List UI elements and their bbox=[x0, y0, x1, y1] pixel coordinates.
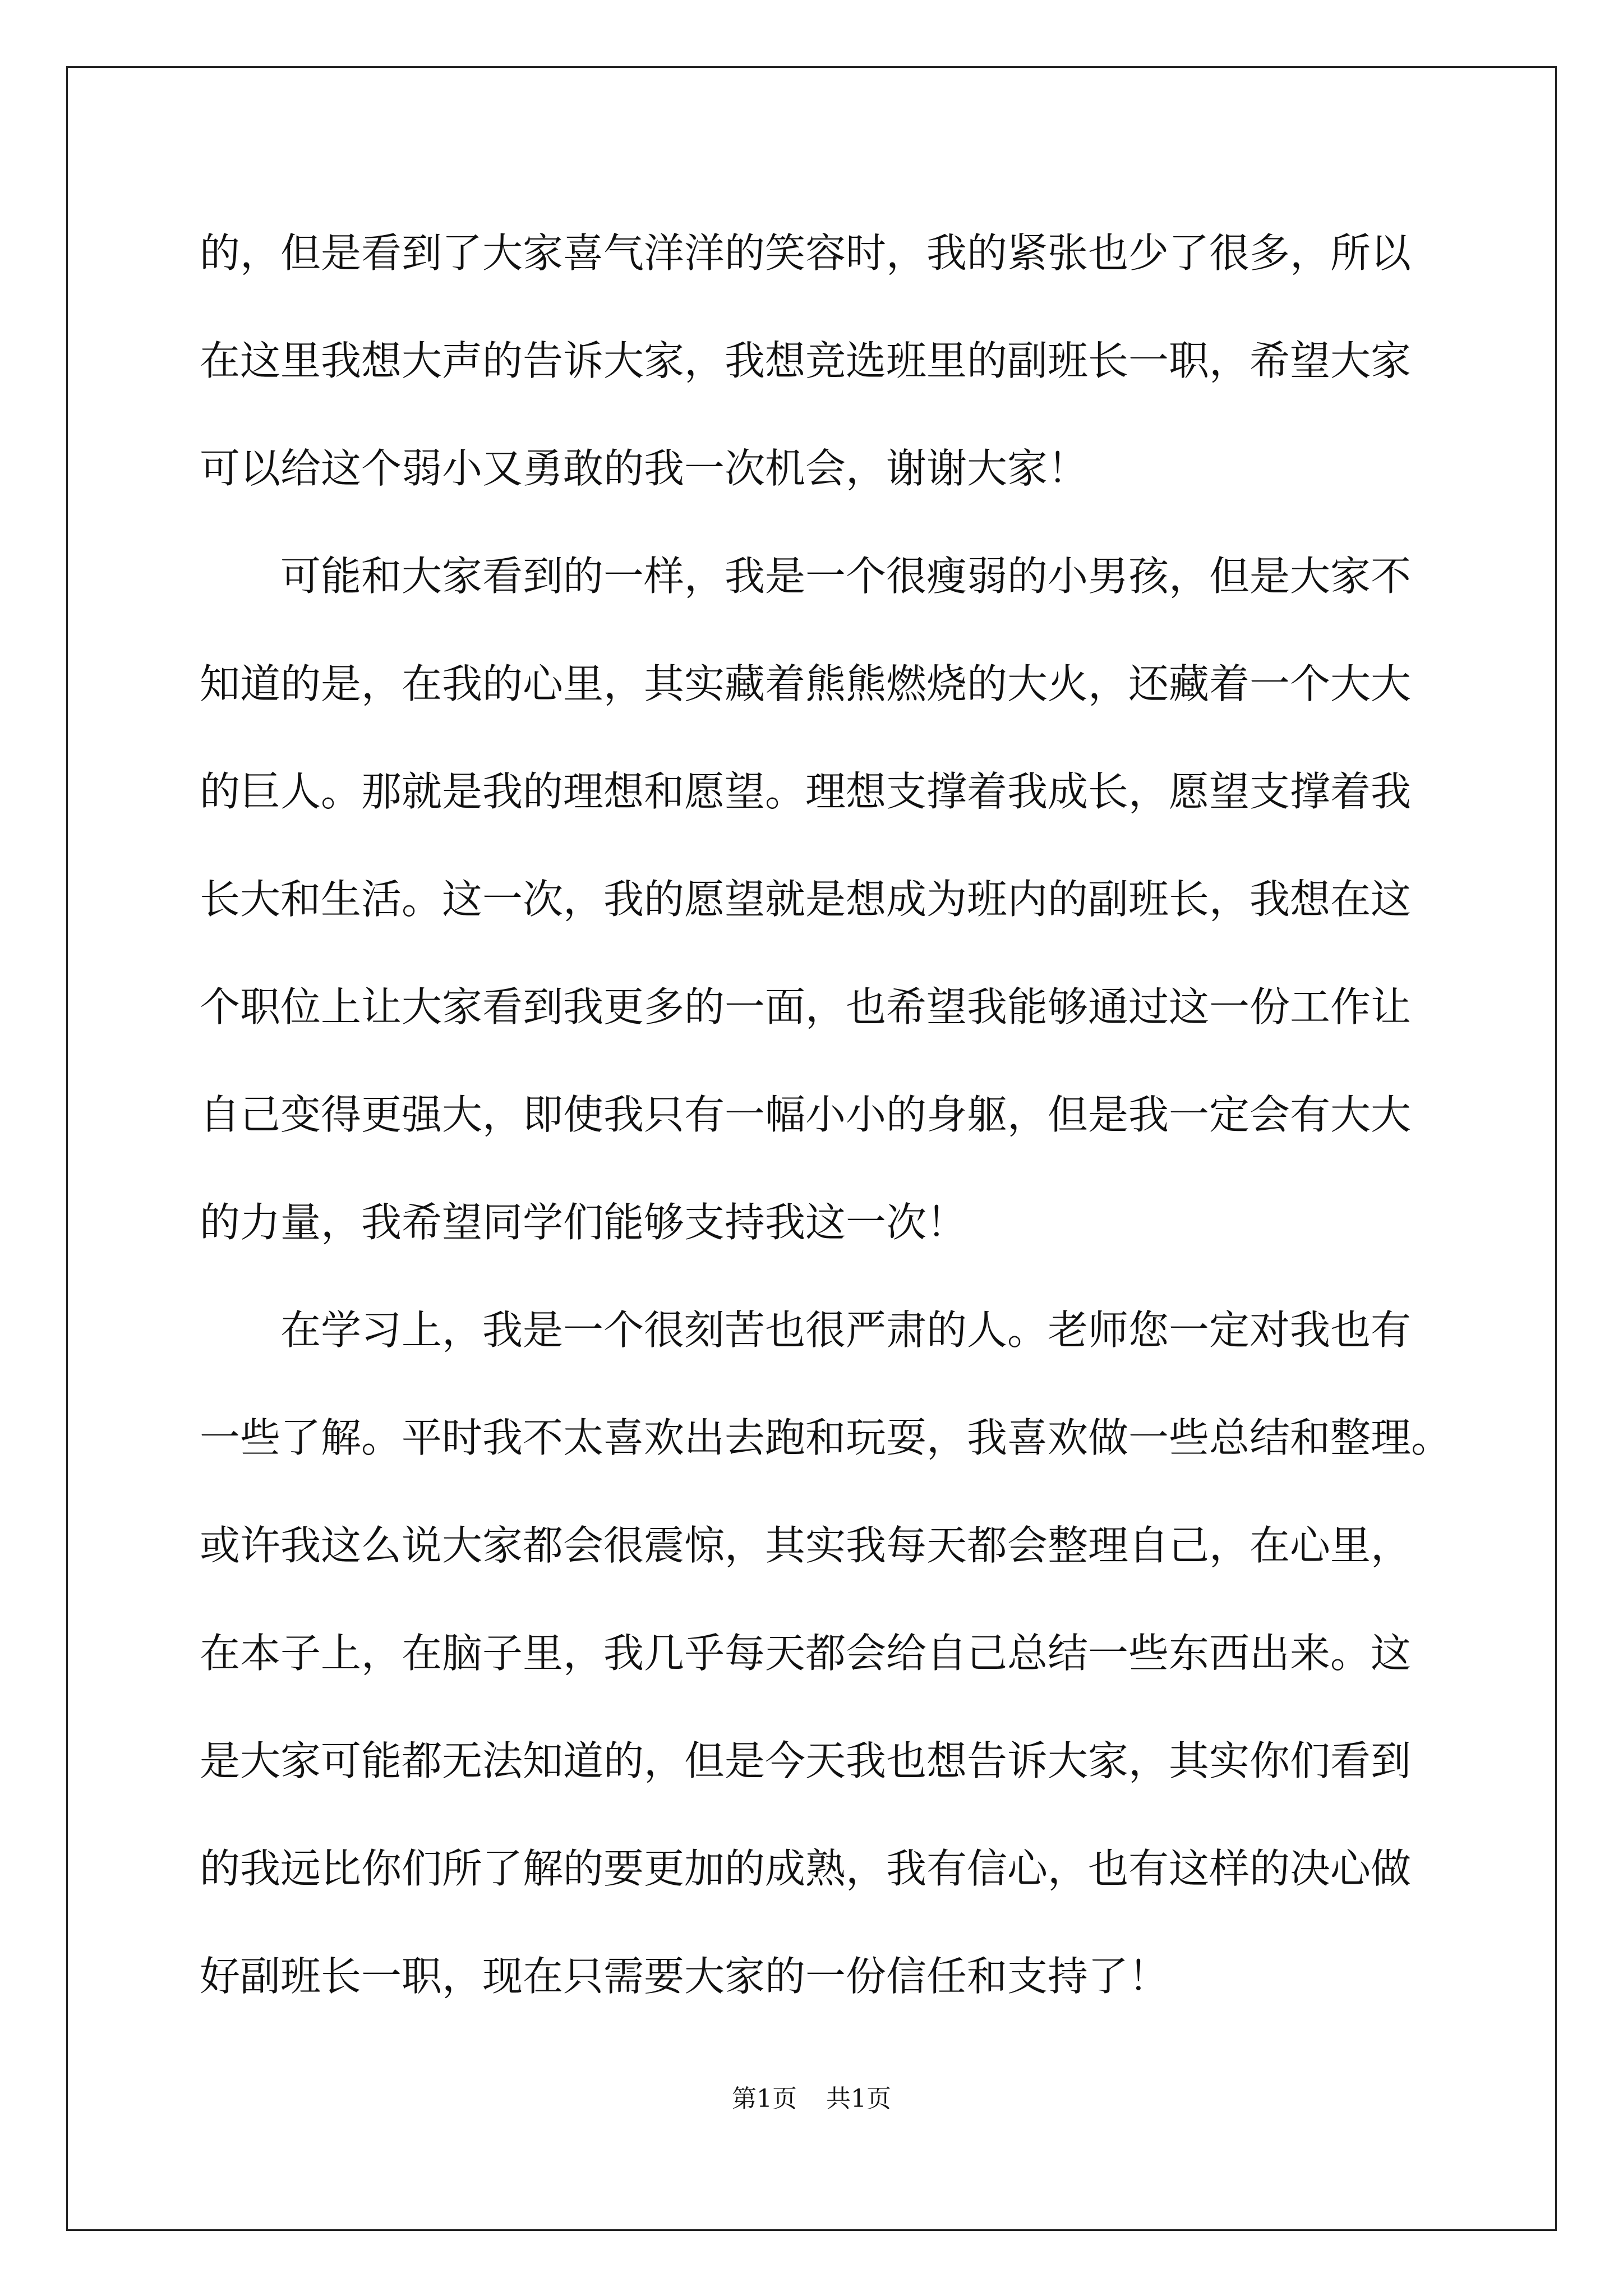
page-number: 第1页 bbox=[732, 2085, 797, 2113]
text-line: 的，但是看到了大家喜气洋洋的笑容时，我的紧张也少了很多，所以 bbox=[200, 229, 1412, 277]
text-line: 在本子上，在脑子里，我几乎每天都会给自己总结一些东西出来。这 bbox=[200, 1630, 1412, 1677]
text-line: 可能和大家看到的一样，我是一个很瘦弱的小男孩，但是大家不 bbox=[200, 553, 1412, 600]
text-line: 长大和生活。这一次，我的愿望就是想成为班内的副班长，我想在这 bbox=[200, 876, 1412, 923]
text-line: 在学习上，我是一个很刻苦也很严肃的人。老师您一定对我也有 bbox=[200, 1306, 1412, 1354]
text-line: 一些了解。平时我不太喜欢出去跑和玩耍，我喜欢做一些总结和整理。 bbox=[200, 1414, 1452, 1461]
text-line: 好副班长一职，现在只需要大家的一份信任和支持了！ bbox=[200, 1953, 1169, 2000]
text-line: 的我远比你们所了解的要更加的成熟，我有信心，也有这样的决心做 bbox=[200, 1845, 1412, 1892]
text-line: 是大家可能都无法知道的，但是今天我也想告诉大家，其实你们看到 bbox=[200, 1737, 1412, 1784]
text-line: 在这里我想大声的告诉大家，我想竞选班里的副班长一职，希望大家 bbox=[200, 337, 1412, 384]
text-line: 自己变得更强大，即使我只有一幅小小的身躯，但是我一定会有大大 bbox=[200, 1091, 1412, 1138]
text-line: 个职位上让大家看到我更多的一面，也希望我能够通过这一份工作让 bbox=[200, 983, 1412, 1030]
text-line: 的巨人。那就是我的理想和愿望。理想支撑着我成长，愿望支撑着我 bbox=[200, 768, 1412, 815]
text-line: 知道的是，在我的心里，其实藏着熊熊燃烧的大火，还藏着一个大大 bbox=[200, 660, 1412, 707]
text-line: 的力量，我希望同学们能够支持我这一次！ bbox=[200, 1199, 967, 1246]
page-footer bbox=[0, 2082, 1623, 2116]
text-line: 或许我这么说大家都会很震惊，其实我每天都会整理自己，在心里， bbox=[200, 1522, 1412, 1569]
page-total: 共1页 bbox=[826, 2085, 891, 2113]
text-line: 可以给这个弱小又勇敢的我一次机会，谢谢大家！ bbox=[200, 445, 1089, 492]
